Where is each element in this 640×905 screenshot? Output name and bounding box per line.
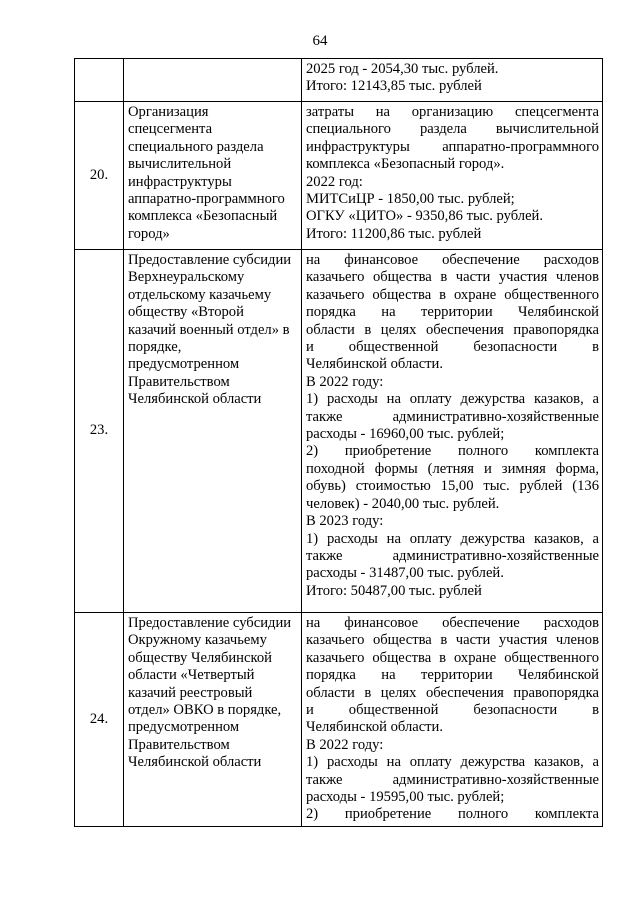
description-line: В 2022 году: [306, 736, 384, 753]
description-line: МИТСиЦР - 1850,00 тыс. рублей; [306, 191, 515, 208]
description-line: Челябинской области. [306, 356, 444, 373]
description-line: также административно-хозяйственные [306, 771, 599, 788]
description-line: комплекса «Безопасный город». [306, 156, 505, 173]
table-row [75, 613, 603, 827]
measure-description [302, 59, 603, 102]
row-number: 20. [75, 102, 124, 250]
measure-title-line: предусмотренном [128, 719, 240, 736]
description-line: на финансовое обеспечение расходов [306, 252, 599, 268]
measure-title-line: обществу «Второй [128, 304, 244, 321]
measure-description [302, 613, 603, 827]
description-line: специального раздела вычислительной [306, 121, 599, 138]
measures-table [74, 58, 603, 827]
description-line: расходы - 16960,00 тыс. рублей; [306, 426, 505, 443]
measure-title [124, 102, 302, 250]
description-line: 2025 год - 2054,30 тыс. рублей. [306, 61, 499, 77]
row-number: 24. [75, 613, 124, 827]
description-line: области в целях обеспечения правопорядка [306, 684, 599, 701]
description-line: Итого: 11200,86 тыс. рублей [306, 225, 482, 242]
description-line: человек) - 2040,00 тыс. рублей. [306, 495, 500, 512]
table-row [75, 59, 603, 102]
description-line: 2) приобретение полного комплекта [306, 806, 599, 823]
description-line: затраты на организацию спецсегмента [306, 104, 599, 120]
description-line: 2022 год: [306, 173, 363, 190]
description-line: В 2023 году: [306, 513, 384, 530]
row-number: 23. [75, 250, 124, 613]
description-line: Итого: 50487,00 тыс. рублей [306, 582, 482, 599]
description-line: казачьего общества в охране общественного [306, 286, 599, 303]
description-line: также административно-хозяйственные [306, 547, 599, 564]
measure-title-line: Правительством [128, 736, 230, 753]
measure-title-line: Предоставление субсидии [128, 615, 292, 631]
measure-title-line: области «Четвертый [128, 667, 255, 684]
measure-title-line: Правительством [128, 373, 230, 390]
description-line: и общественной безопасности в [306, 339, 599, 356]
measure-title-line: спецсегмента [128, 121, 213, 138]
measure-title-line: Предоставление субсидии [128, 252, 292, 268]
description-line: казачьего общества в части участия членов [306, 269, 599, 286]
measure-title-line: вычислительной [128, 156, 232, 173]
measure-title-line: Окружному казачьему [128, 632, 267, 649]
description-line: расходы - 31487,00 тыс. рублей. [306, 565, 504, 582]
measure-title-line: Верхнеуральскому [128, 269, 245, 286]
description-line: 1) расходы на оплату дежурства казаков, а [306, 754, 599, 771]
measure-title-line: комплекса «Безопасный [128, 208, 278, 225]
measure-title-line: специального раздела [128, 138, 264, 155]
measure-title [124, 613, 302, 827]
measure-description [302, 250, 603, 613]
description-line: 2) приобретение полного комплекта [306, 443, 599, 460]
measure-title-line: Организация [128, 104, 209, 120]
measure-title-line: аппаратно-программного [128, 191, 285, 208]
measure-description [302, 102, 603, 250]
description-line: Челябинской области. [306, 719, 444, 736]
description-line: обувь) стоимостью 15,00 тыс. рублей (136 [306, 478, 599, 495]
measure-title [124, 250, 302, 613]
measure-title-line: инфраструктуры [128, 173, 232, 190]
measure-title-line: казачий реестровый [128, 684, 253, 701]
measure-title-line: обществу Челябинской [128, 649, 272, 666]
measure-title-line: Челябинской области [128, 754, 262, 771]
table-row [75, 250, 603, 613]
measure-title-line: отдел» ОВКО в порядке, [128, 702, 282, 719]
description-line: походной формы (летняя и зимняя форма, [306, 460, 599, 477]
measure-title-line: предусмотренном [128, 356, 240, 373]
description-line: области в целях обеспечения правопорядка [306, 321, 599, 338]
measure-title-line: отдельскому казачьему [128, 286, 272, 303]
table-row [75, 102, 603, 250]
page-number: 64 [312, 33, 328, 49]
description-line: казачьего общества в части участия членов [306, 632, 599, 649]
description-line: порядка на территории Челябинской [306, 667, 599, 684]
measure-title-line: Челябинской области [128, 391, 262, 408]
measure-title-line: город» [128, 225, 170, 242]
description-line: инфраструктуры аппаратно-программного [306, 138, 599, 155]
description-line: также административно-хозяйственные [306, 408, 599, 425]
description-line: 1) расходы на оплату дежурства казаков, а [306, 530, 599, 547]
measure-title [124, 59, 302, 102]
description-line: казачьего общества в охране общественного [306, 649, 599, 666]
measure-title-line: порядке, [128, 339, 182, 356]
description-line: расходы - 19595,00 тыс. рублей; [306, 789, 505, 806]
description-line: порядка на территории Челябинской [306, 304, 599, 321]
row-number [75, 59, 124, 102]
description-line: Итого: 12143,85 тыс. рублей [306, 78, 482, 95]
description-line: и общественной безопасности в [306, 702, 599, 719]
description-line: ОГКУ «ЦИТО» - 9350,86 тыс. рублей. [306, 208, 544, 225]
description-line: В 2022 году: [306, 373, 384, 390]
description-line: на финансовое обеспечение расходов [306, 615, 599, 631]
description-line: 1) расходы на оплату дежурства казаков, а [306, 391, 599, 408]
measure-title-line: казачий военный отдел» в [128, 321, 290, 338]
